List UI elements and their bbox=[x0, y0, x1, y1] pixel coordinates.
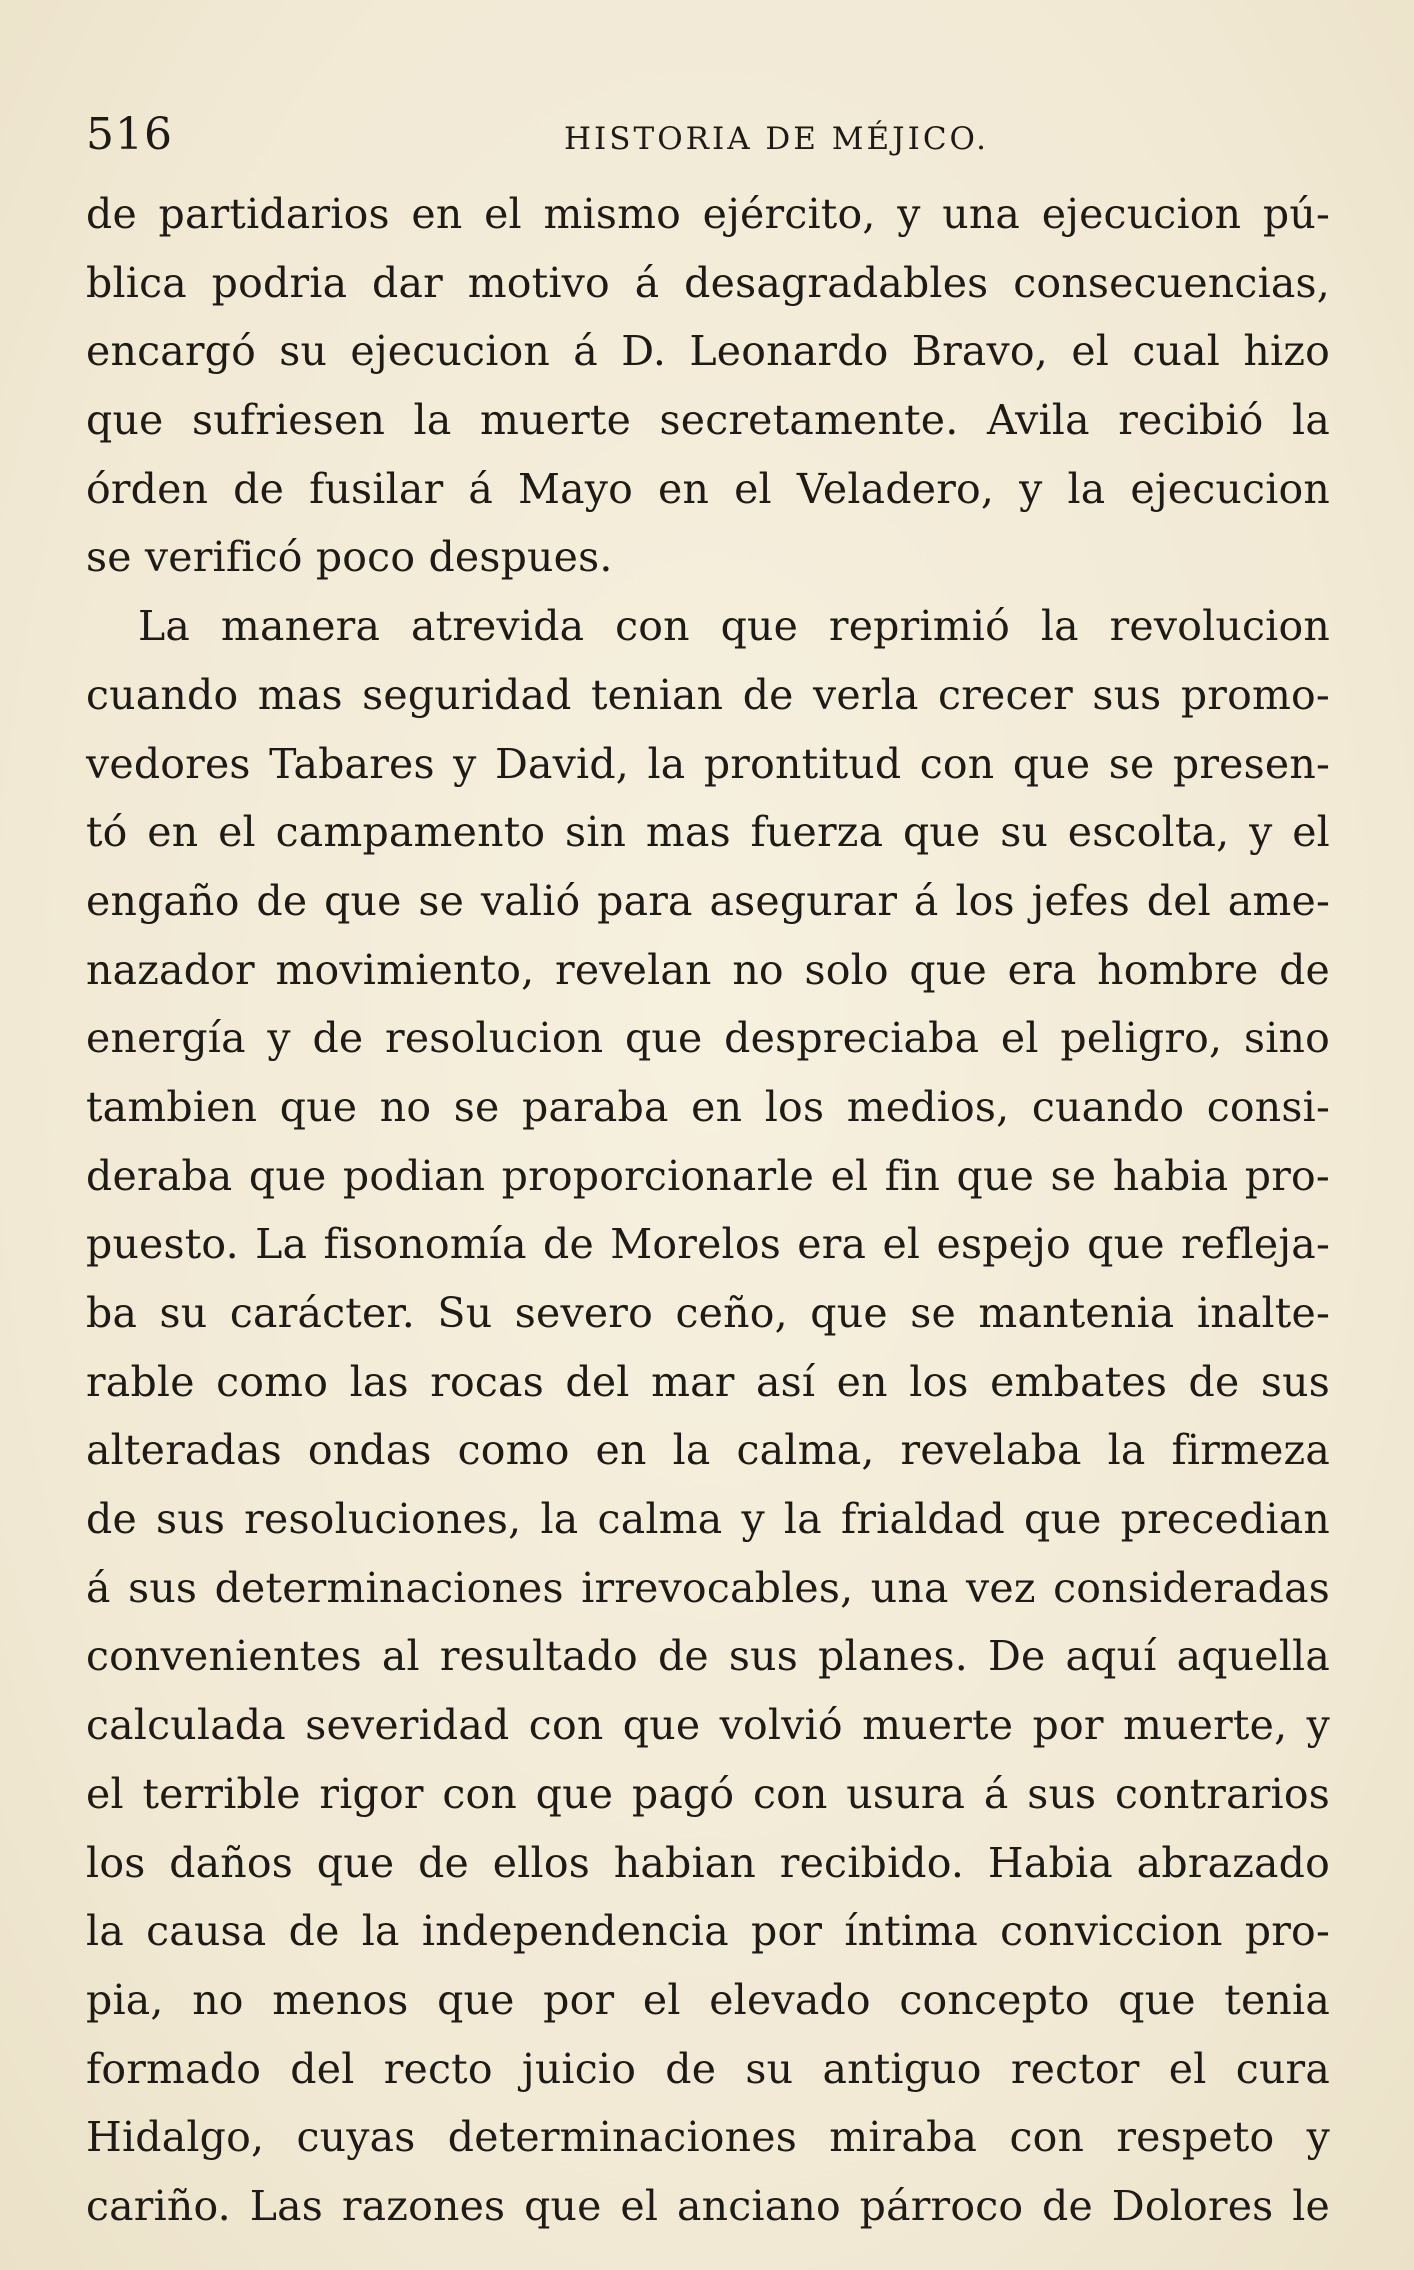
text-line: de sus resoluciones, la calma y la frialdad que precedian bbox=[86, 1495, 1330, 1544]
text-line: energía y de resolucion que despreciaba el peligro, sino bbox=[86, 1014, 1330, 1063]
text-line: los daños que de ellos habian recibido. Habia abrazado bbox=[86, 1838, 1330, 1887]
text-line: tó en el campamento sin mas fuerza que su escolta, y el bbox=[86, 808, 1330, 857]
text-line: la causa de la independencia por íntima conviccion pro- bbox=[86, 1907, 1330, 1956]
text-line: convenientes al resultado de sus planes. De aquí aquella bbox=[86, 1632, 1330, 1681]
text-line: tambien que no se paraba en los medios, cuando consi- bbox=[86, 1082, 1330, 1131]
text-line: alteradas ondas como en la calma, revelaba la firmeza bbox=[86, 1426, 1330, 1475]
text-line: el terrible rigor con que pagó con usura á sus contrarios bbox=[86, 1769, 1330, 1818]
text-line: encargó su ejecucion á D. Leonardo Bravo, el cual hizo bbox=[86, 327, 1330, 376]
text-line: cariño. Las razones que el anciano párroco de Dolores le bbox=[86, 2181, 1330, 2230]
text-line: que sufriesen la muerte secretamente. Avila recibió la bbox=[86, 396, 1330, 445]
text-line: Hidalgo, cuyas determinaciones miraba con respeto y bbox=[86, 2113, 1330, 2162]
text-line: engaño de que se valió para asegurar á los jefes del ame- bbox=[86, 876, 1330, 925]
paragraph-start-line: La manera atrevida con que reprimió la revolucion bbox=[138, 602, 1330, 651]
text-line: cuando mas seguridad tenian de verla crecer sus promo- bbox=[86, 670, 1330, 719]
paragraph-end-line: se verificó poco despues. bbox=[86, 533, 613, 582]
text-line: puesto. La fisonomía de Morelos era el espejo que refleja- bbox=[86, 1220, 1330, 1269]
text-line: calculada severidad con que volvió muerte por muerte, y bbox=[86, 1701, 1330, 1750]
text-line: vedores Tabares y David, la prontitud con que se presen- bbox=[86, 739, 1330, 788]
text-line: á sus determinaciones irrevocables, una vez consideradas bbox=[86, 1563, 1330, 1612]
text-line: rable como las rocas del mar así en los embates de sus bbox=[86, 1357, 1330, 1406]
text-line: de partidarios en el mismo ejército, y una ejecucion pú- bbox=[86, 190, 1330, 238]
text-line: pia, no menos que por el elevado concepto que tenia bbox=[86, 1975, 1330, 2024]
body-text bbox=[86, 180, 1330, 2241]
running-title: HISTORIA DE MÉJICO. bbox=[564, 121, 989, 157]
text-line: blica podria dar motivo á desagradables consecuencias, bbox=[86, 258, 1330, 307]
text-line: deraba que podian proporcionarle el fin que se habia pro- bbox=[86, 1151, 1330, 1200]
page-number: 516 bbox=[86, 109, 173, 160]
page-header bbox=[86, 108, 1330, 162]
text-line: ba su carácter. Su severo ceño, que se mantenia inalte- bbox=[86, 1289, 1330, 1337]
text-line: órden de fusilar á Mayo en el Veladero, y la ejecucion bbox=[86, 464, 1330, 513]
text-line: nazador movimiento, revelan no solo que era hombre de bbox=[86, 945, 1330, 994]
text-line: formado del recto juicio de su antiguo rector el cura bbox=[86, 2044, 1330, 2093]
